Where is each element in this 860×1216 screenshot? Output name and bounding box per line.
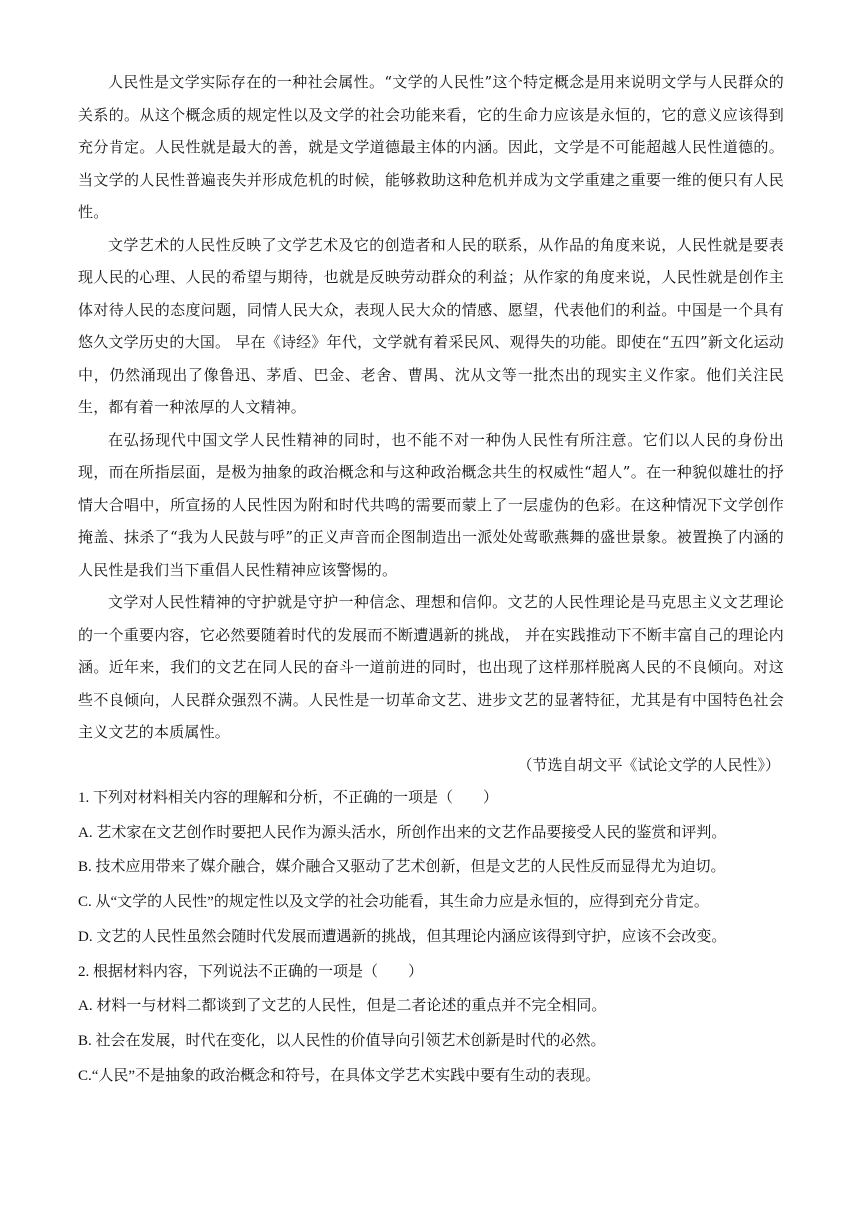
question-1-option-d: D. 文艺的人民性虽然会随时代发展而遭遇新的挑战，但其理论内涵应该得到守护，应该不会改变。: [78, 928, 727, 945]
passage-paragraph-2: 文学艺术的人民性反映了文学艺术及它的创造者和人民的联系，从作品的角度来说，人民性就是要表现人民的心理、人民的希望与期待，也就是反映劳动群众的利益；从作家的角度来说，人民性就是创作主体对待人民的态度问题，同情人民大众，表现人民大众的情感、愿望，代表他们的利益。中国是一个具有悠久文学历史的大国。 早在《诗经》年代，文学就有着采民风、观得失的功能。即使在“五四”新文化运动中，仍然涌现出了像鲁迅、茅盾、巴金、老舍、曹禺、沈从文等一批杰出的现实主义作家。他们关注民生，都有着一种浓厚的人文精神。: [78, 235, 784, 416]
passage-paragraph-1: 人民性是文学实际存在的一种社会属性。“文学的人民性”这个特定概念是用来说明文学与人民群众的关系的。从这个概念质的规定性以及文学的社会功能来看，它的生命力应该是永恒的，它的意义应该得到充分肯定。人民性就是最大的善，就是文学道德最主体的内涵。因此，文学是不可能超越人民性道德的。当文学的人民性普遍丧失并形成危机的时候，能够救助这种危机并成为文学重建之重要一维的便只有人民性。: [78, 73, 784, 221]
passage-paragraph-3: 在弘扬现代中国文学人民性精神的同时，也不能不对一种伪人民性有所注意。它们以人民的身份出现，而在所指层面，是极为抽象的政治概念和与这种政治概念共生的权威性“超人”。在一种貌似雄壮的抒情大合唱中，所宣扬的人民性因为附和时代共鸣的需要而蒙上了一层虚伪的色彩。在这种情况下文学创作掩盖、抹杀了“我为人民鼓与呼”的正义声音而企图制造出一派处处莺歌燕舞的盛世景象。被置换了内涵的人民性是我们当下重倡人民性精神应该警惕的。: [78, 430, 784, 579]
question-2-stem: 2. 根据材料内容，下列说法不正确的一项是（ ）: [78, 963, 424, 980]
question-1-stem: 1. 下列对材料相关内容的理解和分析，不正确的一项是（ ）: [78, 790, 499, 806]
question-1-option-c: C. 从“文学的人民性”的规定性以及文学的社会功能看，其生命力应是永恒的，应得到充分肯定。: [78, 894, 709, 911]
question-2-option-c: C.“人民”不是抽象的政治概念和符号，在具体文学艺术实践中要有生动的表现。: [78, 1067, 601, 1084]
question-2-option-b: B. 社会在发展，时代在变化，以人民性的价值导向引领艺术创新是时代的必然。: [78, 1032, 606, 1049]
passage-source: （节选自胡文平《试论文学的人民性》）: [517, 755, 780, 774]
question-1-option-a: A. 艺术家在文艺创作时要把人民作为源头活水，所创作出来的文艺作品要接受人民的鉴赏和评判。: [78, 824, 727, 841]
question-1-option-b: B. 技术应用带来了媒介融合，媒介融合又驱动了艺术创新，但是文艺的人民性反而显得尤为迫切。: [78, 859, 726, 876]
question-2: [78, 955, 784, 1094]
passage-paragraph-4: 文学对人民性精神的守护就是守护一种信念、理想和信仰。文艺的人民性理论是马克思主义文艺理论的一个重要内容，它必然要随着时代的发展而不断遭遇新的挑战， 并在实践推动下不断丰富自己的理论内涵。近年来，我们的文艺在同人民的奋斗一道前进的同时，也出现了这样那样脱离人民的不良倾向。对这些不良倾向，人民群众强烈不满。人民性是一切革命文艺、进步文艺的显著特征，尤其是有中国特色社会主义文艺的本质属性。: [78, 593, 784, 741]
question-1: [78, 781, 784, 955]
question-2-option-a: A. 材料一与材料二都谈到了文艺的人民性，但是二者论述的重点并不完全相同。: [78, 998, 607, 1015]
document-page: [78, 66, 784, 1093]
